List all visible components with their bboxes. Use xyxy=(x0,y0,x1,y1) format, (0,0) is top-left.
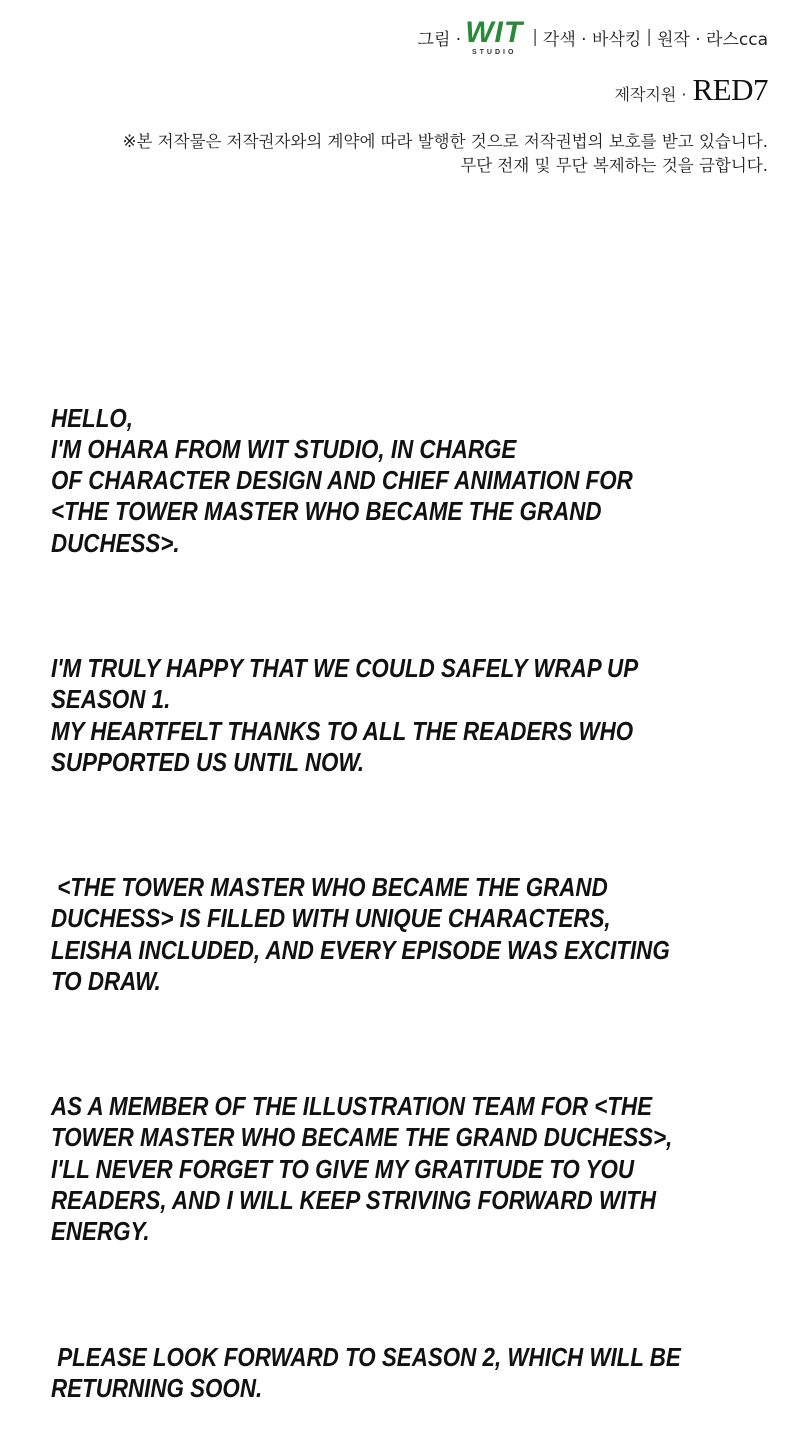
copyright-notice xyxy=(123,130,768,178)
notice-line: 무단 전재 및 무단 복제하는 것을 금합니다. xyxy=(460,156,768,175)
message-paragraph: I'M TRULY HAPPY THAT WE COULD SAFELY WRAP UP SEASON 1. MY HEARTFELT THANKS TO ALL THE READERS WHO SUPPORTED US UNTIL NOW. xyxy=(51,652,639,777)
message-paragraph: AS A MEMBER OF THE ILLUSTRATION TEAM FOR <THE TOWER MASTER WHO BECAME THE GRAND DUCHESS>, I'LL NEVER FORGET TO GIVE MY GRATITUDE TO YOU READERS, AND I WILL KEEP STRIVING FORWARD WITH ENERGY. xyxy=(51,1091,673,1247)
credits-line xyxy=(418,14,768,60)
logo-main-text: WIT xyxy=(465,16,524,49)
wit-studio-logo xyxy=(465,18,523,56)
production-support xyxy=(615,72,769,108)
adaptation-credit: 각색 · 바삭킹 xyxy=(542,29,642,50)
logo-sub-text: STUDIO xyxy=(471,49,517,56)
message-paragraph: PLEASE LOOK FORWARD TO SEASON 2, WHICH WILL BE RETURNING SOON. xyxy=(51,1341,681,1403)
credit-separator: | xyxy=(532,27,538,47)
credit-separator: | xyxy=(646,27,652,47)
support-name: RED7 xyxy=(692,72,768,107)
original-credit: 원작 · 라스cca xyxy=(656,29,768,50)
art-credit-label: 그림 · xyxy=(417,29,462,50)
notice-line: ※본 저작물은 저작권자와의 계약에 따라 발행한 것으로 저작권법의 보호를 받고 있습니다. xyxy=(122,132,768,151)
message-paragraph: <THE TOWER MASTER WHO BECAME THE GRAND DUCHESS> IS FILLED WITH UNIQUE CHARACTERS, LEISHA INCLUDED, AND EVERY EPISODE WAS EXCITING TO DRAW. xyxy=(51,872,670,996)
author-message xyxy=(51,340,687,1435)
support-label: 제작지원 · xyxy=(614,85,687,104)
message-paragraph: HELLO, I'M OHARA FROM WIT STUDIO, IN CHARGE OF CHARACTER DESIGN AND CHIEF ANIMATION FOR <THE TOWER MASTER WHO BECAME THE GRAND DUCHESS>. xyxy=(51,402,633,558)
